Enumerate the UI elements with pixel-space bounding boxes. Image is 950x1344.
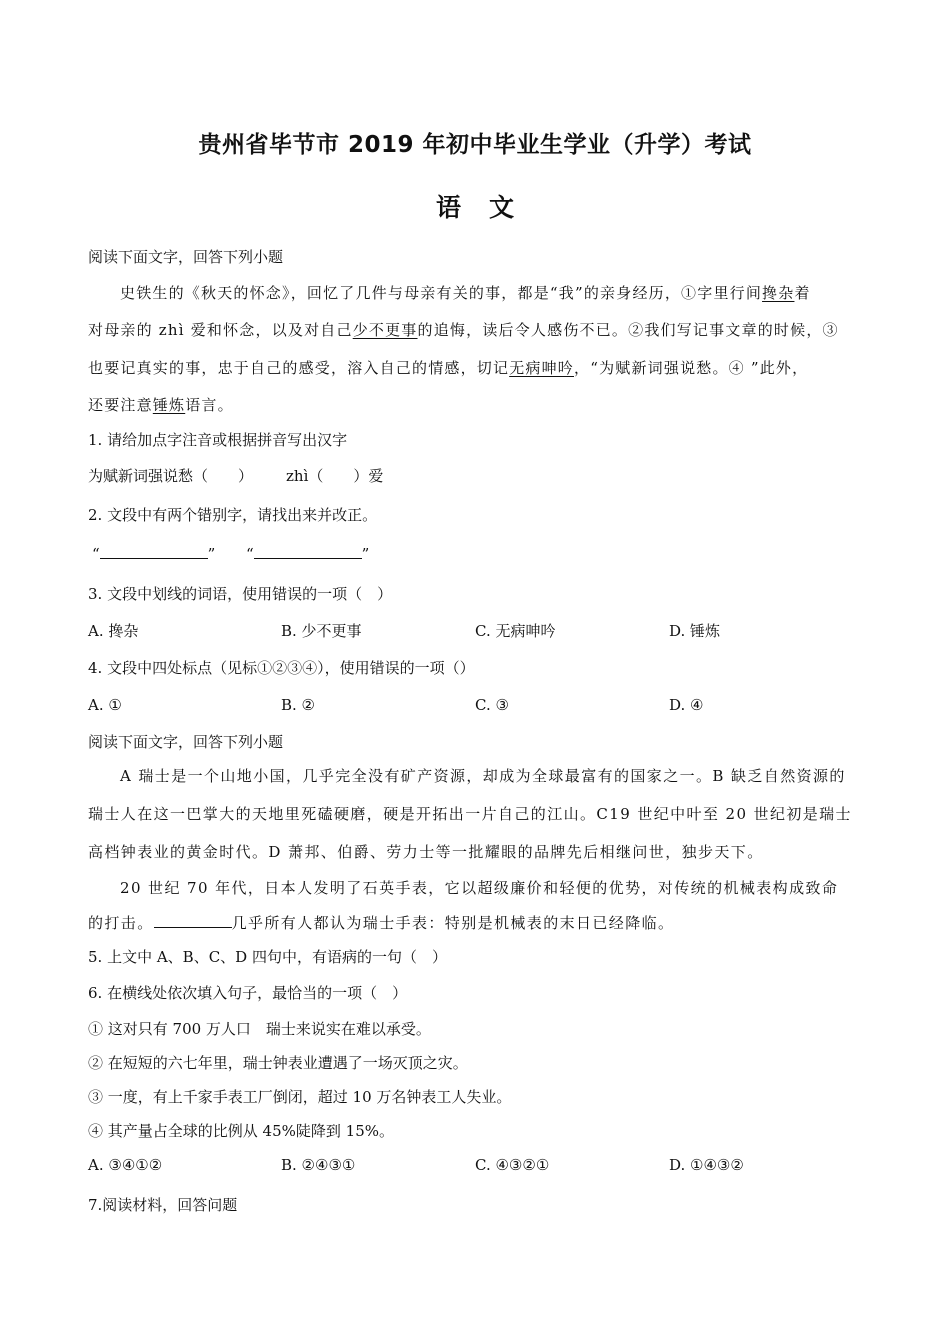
- section2-paragraph-line2: 瑞士人在这一巴掌大的天地里死磕硬磨，硬是开拓出一片自己的江山。C19 世纪中叶至 20 世纪初是瑞士: [88, 805, 852, 823]
- q4-option-d[interactable]: D. ④: [669, 696, 704, 714]
- subject-title: 语文: [435, 193, 542, 222]
- q4-option-c[interactable]: C. ③: [475, 696, 509, 714]
- q6-sentence-2: ② 在短短的六七年里，瑞士钟表业遭遇了一场灭顶之灾。: [88, 1054, 468, 1072]
- question-3: 3. 文段中划线的词语，使用错误的一项（ ）: [88, 585, 393, 603]
- section1-paragraph-line1: 史铁生的《秋天的怀念》，回忆了几件与母亲有关的事，都是“我”的亲身经历，①字里行间搀杂着: [120, 284, 811, 302]
- fill-in-blank[interactable]: [154, 913, 232, 928]
- q3-option-c[interactable]: C. 无病呻吟: [475, 622, 556, 640]
- answer-blank-1[interactable]: “ ”: [92, 545, 216, 563]
- q6-sentence-1: ① 这对只有 700 万人口 瑞士来说实在难以承受。: [88, 1020, 431, 1038]
- question-5: 5. 上文中 A、B、C、D 四句中，有语病的一句（ ）: [88, 948, 447, 966]
- q6-option-c[interactable]: C. ④③②①: [475, 1156, 550, 1174]
- q6-option-d[interactable]: D. ①④③②: [669, 1156, 744, 1174]
- section2-paragraph-line1: A 瑞士是一个山地小国，几乎完全没有矿产资源，却成为全球最富有的国家之一。B 缺乏自然资源的: [120, 767, 846, 785]
- question-1-part-a: 为赋新词强说愁（ ）: [88, 467, 254, 485]
- q6-sentence-4: ④ 其产量占全球的比例从 45%陡降到 15%。: [88, 1122, 394, 1140]
- exam-title: 贵州省毕节市 2019 年初中毕业生学业（升学）考试: [198, 132, 752, 158]
- q6-option-a[interactable]: A. ③④①②: [88, 1156, 163, 1174]
- q3-option-d[interactable]: D. 锤炼: [669, 622, 721, 640]
- q3-option-b[interactable]: B. 少不更事: [281, 622, 362, 640]
- q3-option-a[interactable]: A. 搀杂: [88, 622, 139, 640]
- underlined-word-1: 搀杂: [762, 284, 795, 302]
- section2-paragraph-line5: 的打击。 几乎所有人都认为瑞士手表：特别是机械表的末日已经降临。: [88, 914, 675, 932]
- question-1-part-b: zhì（ ）爱: [286, 467, 384, 485]
- section1-paragraph-line3: 也要记真实的事，忠于自己的感受，溶入自己的情感，切记无病呻吟，“为赋新词强说愁。④ ”此外，: [88, 359, 809, 377]
- section1-paragraph-line4: 还要注意锤炼语言。: [88, 396, 234, 414]
- underlined-word-2: 少不更事: [352, 321, 418, 339]
- section1-intro: 阅读下面文字，回答下列小题: [88, 248, 284, 266]
- section2-intro: 阅读下面文字，回答下列小题: [88, 733, 284, 751]
- question-7: 7.阅读材料，回答问题: [88, 1196, 238, 1214]
- q6-option-b[interactable]: B. ②④③①: [281, 1156, 356, 1174]
- section2-paragraph-line3: 高档钟表业的黄金时代。D 萧邦、伯爵、劳力士等一批耀眼的品牌先后相继问世，独步天下。: [88, 843, 764, 861]
- question-2: 2. 文段中有两个错别字，请找出来并改正。: [88, 506, 378, 524]
- q6-sentence-3: ③ 一度，有上千家手表工厂倒闭，超过 10 万名钟表工人失业。: [88, 1088, 512, 1106]
- q4-option-a[interactable]: A. ①: [88, 696, 122, 714]
- section2-paragraph-line4: 20 世纪 70 年代，日本人发明了石英手表，它以超级廉价和轻便的优势，对传统的机械表构成致命: [120, 879, 839, 897]
- question-6: 6. 在横线处依次填入句子，最恰当的一项（ ）: [88, 984, 408, 1002]
- answer-blank-2[interactable]: “ ”: [246, 545, 370, 563]
- underlined-word-4: 锤炼: [152, 396, 186, 414]
- question-1: 1. 请给加点字注音或根据拼音写出汉字: [88, 431, 348, 449]
- q4-option-b[interactable]: B. ②: [281, 696, 316, 714]
- section1-paragraph-line2: 对母亲的 zhì 爱和怀念，以及对自己少不更事的追悔，读后令人感伤不已。②我们写记事文章的时候，③: [88, 321, 839, 339]
- question-4: 4. 文段中四处标点（见标①②③④），使用错误的一项（）: [88, 659, 475, 677]
- underlined-word-3: 无病呻吟: [509, 359, 575, 377]
